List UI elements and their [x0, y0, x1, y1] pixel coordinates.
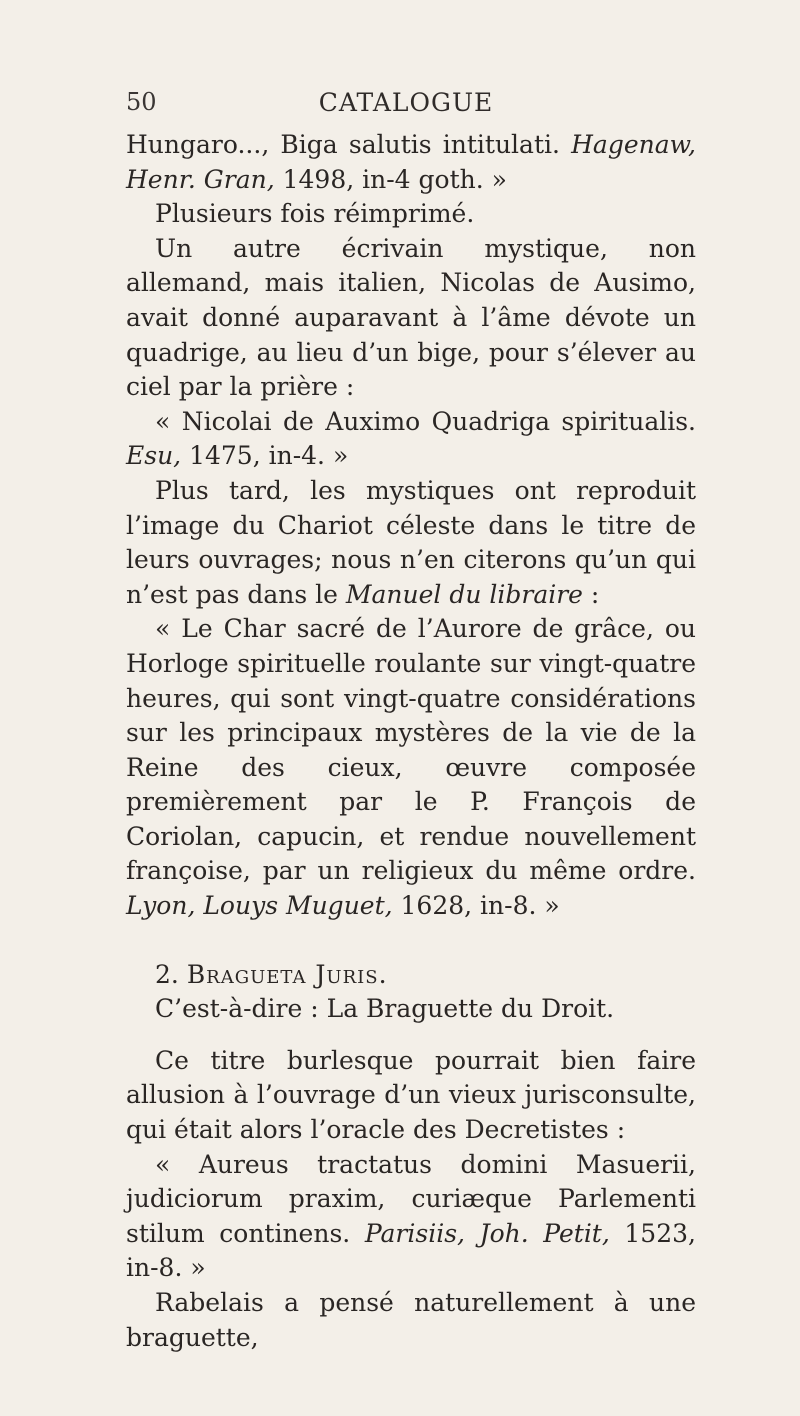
paragraph: Plusieurs fois réimprimé.: [155, 199, 475, 229]
paragraph: Hungaro..., Biga salutis intitulati. Hagenaw, Henr. Gran, 1498, in-4 goth. »: [126, 130, 696, 194]
page-body: [126, 128, 696, 1355]
page-number: 50: [126, 88, 157, 116]
paragraph: Ce titre burlesque pourrait bien faire allusion à l’ouvrage d’un vieux jurisconsulte, qui était alors l’oracle des Decretistes :: [126, 1045, 696, 1145]
paragraph: C’est-à-dire : La Braguette du Droit.: [155, 994, 615, 1024]
paragraph: Un autre écrivain mystique, non allemand, mais italien, Nicolas de Ausimo, avait donné auparavant à l’âme dévote un quadrige, au lieu d’un bige, pour s’élever au ciel par la prière :: [126, 233, 696, 402]
paragraph: « Aureus tractatus domini Masuerii, judiciorum praxim, curiæque Parlementi stilum continens. Parisiis, Joh. Petit, 1523, in-8. »: [126, 1149, 696, 1283]
paragraph: « Le Char sacré de l’Aurore de grâce, ou Horloge spirituelle roulante sur vingt-quatre heures, qui sont vingt-quatre considérations sur les principaux mystères de la vie de la Reine des cieux, œuvre composée premièrement par le P. François de Coriolan, capucin, et rendue nouvellement françoise, par un religieux du même ordre. Lyon, Louys Muguet, 1628, in-8. »: [126, 614, 696, 921]
running-title: CATALOGUE: [318, 88, 494, 117]
section-heading: 2. Bragueta Juris.: [155, 959, 388, 989]
page-header: [126, 88, 686, 120]
spacer: [126, 1027, 696, 1044]
paragraph: Plus tard, les mystiques ont reproduit l’image du Chariot céleste dans le titre de leurs ouvrages; nous n’en citerons qu’un qui n’est pas dans le Manuel du libraire :: [126, 475, 696, 609]
paragraph: Rabelais a pensé naturellement à une braguette,: [126, 1288, 696, 1352]
paragraph: « Nicolai de Auximo Quadriga spiritualis. Esu, 1475, in-4. »: [126, 406, 696, 471]
